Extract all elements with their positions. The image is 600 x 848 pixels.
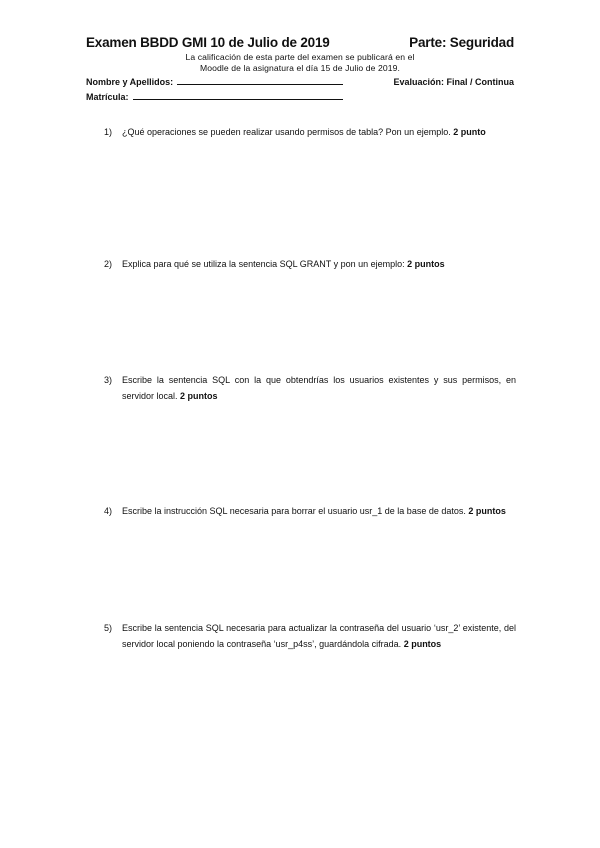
question-text [122, 372, 516, 404]
matricula-blank-line [133, 91, 343, 100]
question-number: 5) [104, 623, 113, 633]
matricula-label: Matrícula: [86, 92, 129, 102]
name-blank-line [177, 76, 343, 85]
exam-part: Parte: Seguridad [409, 35, 514, 50]
matricula-field [86, 91, 343, 102]
question-text [122, 256, 516, 272]
question-points: 2 punto [453, 127, 486, 137]
student-fields-row [86, 76, 514, 87]
question-number: 3) [104, 375, 113, 385]
question-text [122, 503, 516, 519]
question-3 [104, 372, 516, 404]
question-number: 4) [104, 506, 113, 516]
header-title-row [86, 35, 514, 50]
name-field [86, 76, 343, 87]
question-statement: Explica para qué se utiliza la sentencia SQL GRANT y pon un ejemplo: [122, 259, 405, 269]
question-number: 2) [104, 259, 113, 269]
question-statement: ¿Qué operaciones se pueden realizar usando permisos de tabla? Pon un ejemplo. [122, 127, 451, 137]
grade-publication-note [150, 52, 450, 74]
question-2 [104, 256, 516, 272]
question-statement: Escribe la sentencia SQL necesaria para actualizar la contraseña del usuario ‘usr_2’ existente, del servidor local poniendo la contraseña ‘usr_p4ss’, guardándola cifrada. [122, 623, 516, 649]
question-1 [104, 124, 516, 140]
exam-title: Examen BBDD GMI 10 de Julio de 2019 [86, 35, 330, 50]
question-statement: Escribe la instrucción SQL necesaria para borrar el usuario usr_1 de la base de datos. [122, 506, 466, 516]
question-points: 2 puntos [403, 639, 442, 649]
question-points: 2 puntos [468, 506, 506, 516]
question-text [122, 124, 516, 140]
note-line-1: La calificación de esta parte del examen se publicará en el [185, 52, 415, 62]
question-points: 2 puntos [407, 259, 445, 269]
question-4 [104, 503, 516, 519]
evaluation-label: Evaluación: Final / Continua [393, 77, 514, 87]
question-points: 2 puntos [180, 391, 218, 401]
name-label: Nombre y Apellidos: [86, 77, 174, 87]
question-5 [104, 620, 516, 652]
note-line-2: Moodle de la asignatura el día 15 de Julio de 2019. [199, 63, 401, 73]
question-number: 1) [104, 127, 113, 137]
question-statement: Escribe la sentencia SQL con la que obtendrías los usuarios existentes y sus permisos, en servidor local. [122, 375, 516, 401]
question-text [122, 620, 516, 652]
